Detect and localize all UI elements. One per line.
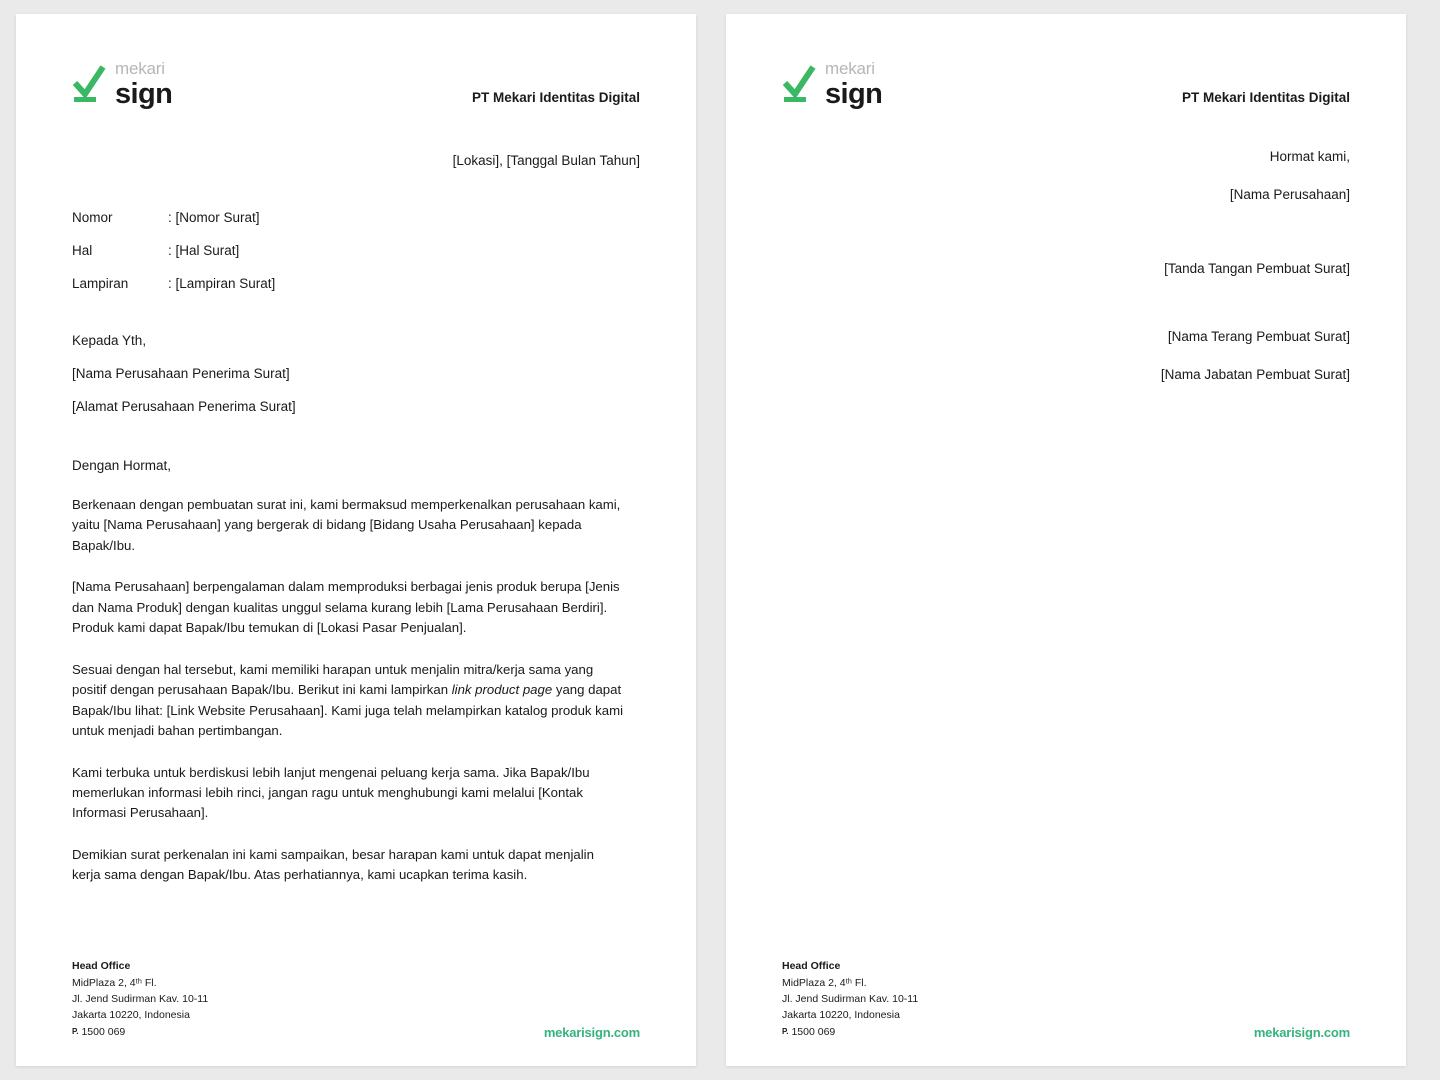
footer-phone-number: 1500 069 — [81, 1025, 126, 1038]
footer-address-line: Jakarta 10220, Indonesia — [72, 1009, 190, 1022]
footer-phone-label: P. — [782, 1026, 789, 1036]
header-company-name: PT Mekari Identitas Digital — [471, 90, 640, 105]
meta-value: : [Hal Surat] — [168, 243, 240, 258]
meta-label: Nomor — [72, 210, 113, 225]
page-footer — [782, 958, 1350, 1040]
paragraph-text-before: Sesuai dengan hal tersebut, kami memiliki harapan untuk menjalin mitra/kerja sama yang positif dengan perusahaan Bapak/Ibu. Berikut ini kami lampirkan — [72, 661, 594, 698]
body-paragraph: Kami terbuka untuk berdiskusi lebih lanjut mengenai peluang kerja sama. Jika Bapak/Ibu memerlukan informasi lebih rinci, jangan ragu untuk menghubungi kami melalui [Kontak Informasi Perusahaan]. — [72, 764, 590, 821]
page-footer — [72, 958, 640, 1040]
meta-row — [72, 243, 640, 258]
footer-address-line: MidPlaza 2, 4ᵗʰ Fl. — [782, 976, 867, 989]
footer-phone-label: P. — [72, 1026, 79, 1036]
meta-row — [72, 210, 640, 225]
brand-sign-text: sign — [115, 78, 173, 110]
page-header — [782, 60, 1350, 109]
closing-block — [782, 149, 1350, 382]
meta-value: : [Nomor Surat] — [168, 210, 260, 225]
body-paragraph-with-italic — [72, 660, 624, 742]
closing-greeting: Hormat kami, — [1269, 149, 1350, 164]
green-check-icon — [72, 63, 106, 107]
footer-website-link[interactable]: mekarisign.com — [543, 1025, 640, 1040]
green-check-icon — [782, 63, 816, 107]
footer-address-line: Jl. Jend Sudirman Kav. 10-11 — [782, 993, 919, 1006]
signer-name: [Nama Terang Pembuat Surat] — [1167, 329, 1350, 344]
letter-meta-block — [72, 210, 640, 291]
salutation: Dengan Hormat, — [72, 458, 172, 473]
meta-label: Hal — [72, 243, 93, 258]
footer-address-block — [782, 958, 918, 1040]
brand-mekari-text: mekari — [825, 59, 875, 78]
footer-phone-row — [72, 1024, 208, 1040]
meta-label: Lampiran — [72, 276, 129, 291]
signature-space-lower — [782, 299, 1350, 329]
footer-address-line: Jakarta 10220, Indonesia — [782, 1009, 900, 1022]
signature-space — [782, 225, 1350, 261]
recipient-block — [72, 333, 640, 414]
paragraph-text-after: yang dapat Bapak/Ibu lihat: [Link Website Perusahaan]. Kami juga telah melampirkan katalog produk kami untuk menjadi bahan pertimbangan. — [72, 682, 624, 739]
document-page-1 — [16, 14, 696, 1066]
brand-logo — [782, 60, 882, 109]
body-paragraph: [Nama Perusahaan] berpengalaman dalam memproduksi berbagai jenis produk berupa [Jenis dan Nama Produk] dengan kualitas unggul selama kurang lebih [Lama Perusahaan Berdiri]. Produk kami dapat Bapak/Ibu temukan di [Lokasi Pasar Penjualan]. — [72, 579, 620, 636]
brand-wordmark — [825, 60, 882, 109]
meta-value: : [Lampiran Surat] — [168, 276, 276, 291]
footer-address-block — [72, 958, 208, 1040]
body-paragraph: Berkenaan dengan pembuatan surat ini, kami bermaksud memperkenalkan perusahaan kami, yaitu [Nama Perusahaan] yang bergerak di bidang [Bidang Usaha Perusahaan] kepada Bapak/Ibu. — [72, 497, 621, 553]
footer-phone-row — [782, 1024, 918, 1040]
letter-date-line: [Lokasi], [Tanggal Bulan Tahun] — [452, 153, 640, 168]
signature-placeholder: [Tanda Tangan Pembuat Surat] — [1164, 261, 1350, 276]
recipient-line: [Alamat Perusahaan Penerima Surat] — [72, 399, 296, 414]
paragraph-italic-phrase: link product page — [451, 682, 553, 698]
header-company-name: PT Mekari Identitas Digital — [1181, 90, 1350, 105]
recipient-line: [Nama Perusahaan Penerima Surat] — [72, 366, 290, 381]
brand-logo — [72, 60, 172, 109]
footer-office-title: Head Office — [72, 959, 131, 972]
brand-mekari-text: mekari — [115, 59, 165, 78]
signer-title: [Nama Jabatan Pembuat Surat] — [1160, 367, 1350, 382]
footer-office-title: Head Office — [782, 959, 841, 972]
closing-company-name: [Nama Perusahaan] — [1229, 187, 1350, 202]
brand-sign-text: sign — [825, 78, 883, 110]
footer-address-line: MidPlaza 2, 4ᵗʰ Fl. — [72, 976, 157, 989]
brand-wordmark — [115, 60, 172, 109]
body-paragraph: Demikian surat perkenalan ini kami sampaikan, besar harapan kami untuk dapat menjalin kerja sama dengan Bapak/Ibu. Atas perhatiannya, kami ucapkan terima kasih. — [72, 846, 594, 883]
meta-row — [72, 276, 640, 291]
recipient-line: Kepada Yth, — [72, 333, 147, 348]
document-page-2 — [726, 14, 1406, 1066]
footer-address-line: Jl. Jend Sudirman Kav. 10-11 — [72, 993, 209, 1006]
page-header — [72, 60, 640, 109]
footer-website-link[interactable]: mekarisign.com — [1253, 1025, 1350, 1040]
footer-phone-number: 1500 069 — [791, 1025, 836, 1038]
